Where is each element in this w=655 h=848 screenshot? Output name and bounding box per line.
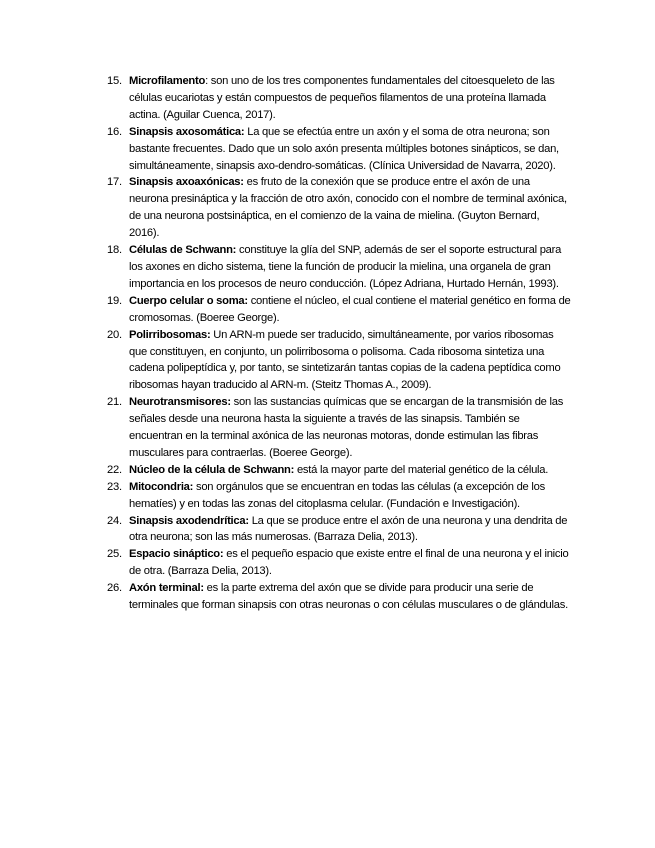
glossary-entry-20: [0, 327, 655, 395]
glossary-list: [0, 73, 655, 614]
entry-number: 19.: [107, 294, 122, 307]
entry-definition: : son uno de los tres componentes fundamentales del citoesqueleto de las células eucariotas y están compuestos de pequeños filamentos de una proteína llamada actina. (Aguilar Cuenca, 2017).: [129, 75, 555, 121]
entry-number: 17.: [107, 176, 122, 189]
entry-term: Espacio sináptico:: [129, 548, 224, 561]
entry-definition: es la parte extrema del axón que se divide para producir una serie de terminales que forman sinapsis con otras neuronas o con células musculares o de glándulas.: [129, 582, 568, 612]
entry-definition: es fruto de la conexión que se produce entre el axón de una neurona presináptica y la fracción de otro axón, conocido con el nombre de terminal axónica, de una neurona postsináptica, en el comienzo de la vaina de mielina. (Guyton Bernard, 2016).: [129, 176, 567, 240]
glossary-entry-15: [0, 73, 655, 124]
glossary-entry-22: [0, 462, 655, 479]
entry-number: 24.: [107, 514, 122, 527]
entry-definition: son las sustancias químicas que se encargan de la transmisión de las señales desde una neurona hasta la siguiente a través de las sinapsis. También se encuentran en la terminal axónica de las neuronas motoras, donde estimulan las fibras musculares para contraerlas. (Boeree George).: [129, 396, 564, 459]
entry-term: Sinapsis axosomática:: [129, 125, 245, 138]
entry-number: 18.: [107, 244, 122, 257]
entry-number: 21.: [107, 396, 122, 409]
entry-term: Axón terminal:: [129, 582, 204, 595]
entry-definition: está la mayor parte del material genético de la célula.: [294, 463, 549, 476]
entry-definition: Un ARN-m puede ser traducido, simultáneamente, por varios ribosomas que constituyen, en conjunto, un polirribosoma o polisoma. Cada ribosoma sintetiza una cadena polipeptídica y, por tanto, se sintetizarán tantas copias de la cadena peptídica como ribosomas hayan traducido al ARN-m. (Steitz Thomas A., 2009).: [129, 328, 561, 392]
entry-term: Sinapsis axoaxónicas:: [129, 176, 244, 189]
entry-term: Microfilamento: [129, 75, 206, 87]
entry-number: 23.: [107, 480, 122, 493]
entry-definition: La que se efectúa entre un axón y el soma de otra neurona; son bastante frecuentes. Dado que un solo axón presenta múltiples botones sinápticos, se dan, simultáneamente, sinapsis axo-dendro-somáticas. (Clínica Universidad de Navarra, 2020).: [129, 125, 559, 172]
entry-number: 15.: [107, 75, 122, 87]
glossary-entry-19: [0, 293, 655, 327]
entry-definition: contiene el núcleo, el cual contiene el material genético en forma de cromosomas. (Boeree George).: [129, 294, 571, 324]
entry-definition: es el pequeño espacio que existe entre el final de una neurona y el inicio de otra. (Barraza Delia, 2013).: [129, 548, 569, 578]
glossary-entry-18: [0, 242, 655, 293]
entry-term: Núcleo de la célula de Schwann:: [129, 463, 295, 476]
entry-number: 25.: [107, 548, 122, 561]
glossary-entry-16: [0, 124, 655, 175]
entry-number: 26.: [107, 582, 122, 595]
entry-definition: son orgánulos que se encuentran en todas las células (a excepción de los hematíes) y en todas las zonas del citoplasma celular. (Fundación e Investigación).: [129, 480, 545, 510]
entry-term: Células de Schwann:: [129, 244, 237, 257]
entry-number: 16.: [107, 125, 122, 138]
glossary-entry-24: [0, 513, 655, 547]
glossary-entry-23: [0, 479, 655, 513]
glossary-entry-17: [0, 174, 655, 242]
entry-number: 20.: [107, 328, 122, 341]
entry-number: 22.: [107, 463, 122, 476]
entry-definition: constituye la glía del SNP, además de ser el soporte estructural para los axones en dicho sistema, tiene la función de producir la mielina, una organela de gran importancia en los procesos de neuro conducción. (López Adriana, Hurtado Hernán, 1993).: [129, 244, 562, 290]
entry-term: Polirribosomas:: [129, 328, 211, 341]
entry-term: Neurotransmisores:: [129, 396, 231, 409]
entry-definition: La que se produce entre el axón de una neurona y una dendrita de otra neurona; son las más numerosas. (Barraza Delia, 2013).: [129, 514, 568, 544]
glossary-entry-26: [0, 580, 655, 614]
glossary-entry-21: [0, 394, 655, 462]
entry-term: Sinapsis axodendrítica:: [129, 514, 249, 527]
entry-term: Mitocondria:: [129, 480, 194, 493]
entry-term: Cuerpo celular o soma:: [129, 294, 248, 307]
glossary-entry-25: [0, 546, 655, 580]
